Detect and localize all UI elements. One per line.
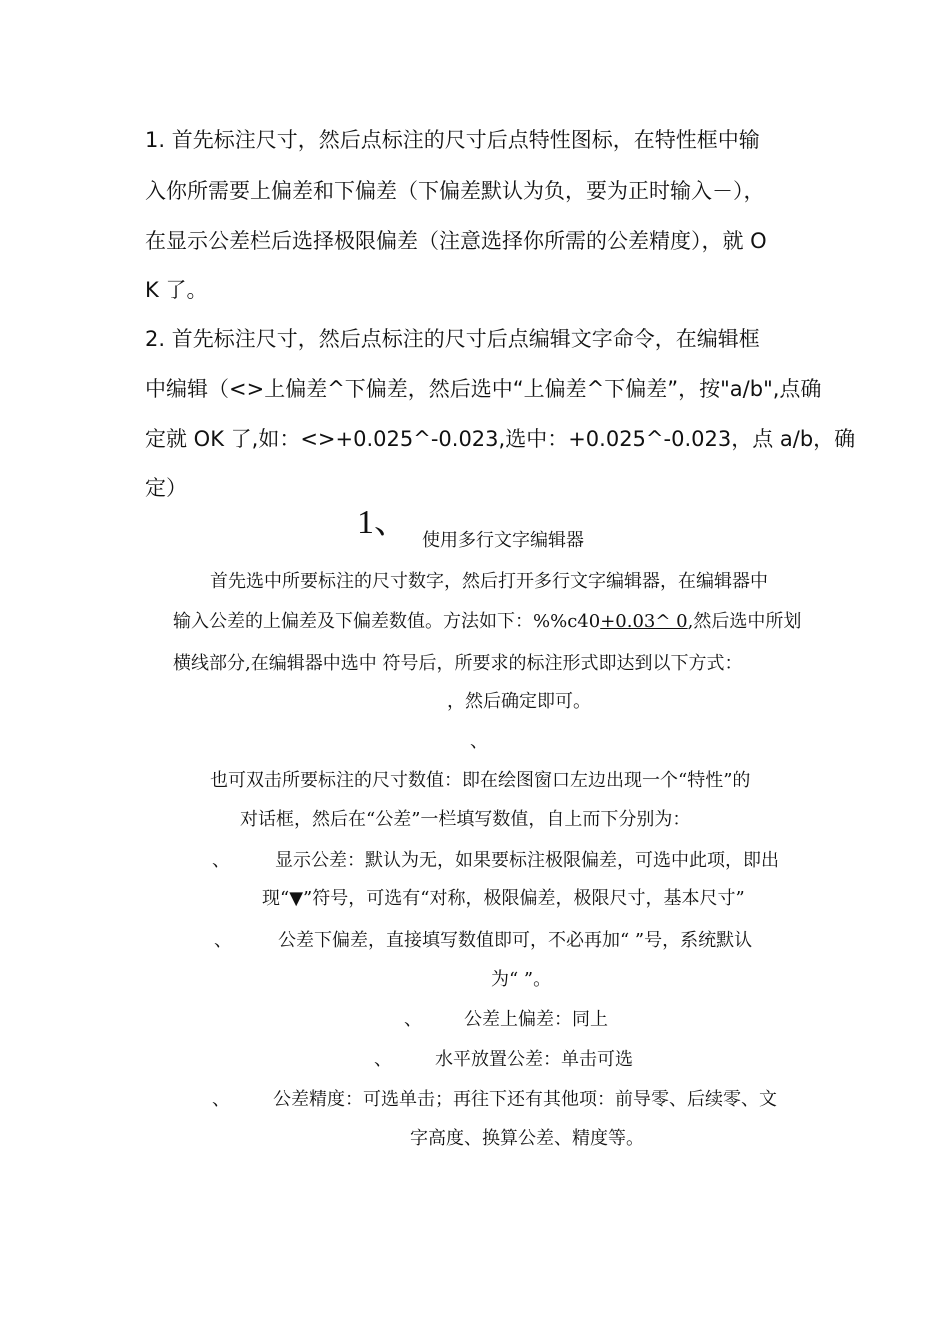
list-item-mark: 、 bbox=[212, 850, 230, 871]
list-item-line: 字高度、换算公差、精度等。 bbox=[410, 1128, 644, 1149]
section-number: 1、 bbox=[357, 504, 408, 541]
method-line-2 bbox=[173, 607, 801, 633]
paragraph-2-line-1: 2. 首先标注尺寸，然后点标注的尺寸后点编辑文字命令，在编辑框 bbox=[145, 327, 760, 351]
paragraph-1-line-2: 入你所需要上偏差和下偏差（下偏差默认为负，要为正时输入－）， bbox=[145, 179, 765, 203]
list-item-line: 显示公差：默认为无，如果要标注极限偏差，可选中此项，即出 bbox=[275, 850, 779, 871]
paragraph-2-line-3: 定就 OK 了,如：<>+0.025^-0.023,选中：+0.025^-0.023，点 a/b，确 bbox=[145, 427, 856, 451]
list-item-line: 公差精度：可选单击；再往下还有其他项：前导零、后续零、文 bbox=[273, 1089, 777, 1110]
paragraph-2-line-2: 中编辑（<>上偏差^下偏差，然后选中“上偏差^下偏差”，按"a/b",点确 bbox=[145, 377, 822, 401]
list-item-mark: 、 bbox=[214, 930, 232, 951]
paragraph-1-line-3: 在显示公差栏后选择极限偏差（注意选择你所需的公差精度），就 O bbox=[145, 229, 767, 253]
list-item-mark: 、 bbox=[374, 1049, 392, 1070]
tolerance-underlined-text: +0.03^ 0 bbox=[600, 611, 688, 632]
list-item-line: 现“▼”符号，可选有“对称，极限偏差，极限尺寸，基本尺寸” bbox=[262, 888, 745, 909]
paragraph-2-line-4: 定） bbox=[145, 476, 187, 500]
method-line-3: 横线部分,在编辑器中选中 符号后，所要求的标注形式即达到以下方式： bbox=[173, 653, 743, 674]
dialog-line-1: 也可双击所要标注的尺寸数值：即在绘图窗口左边出现一个“特性”的 bbox=[210, 770, 751, 791]
list-item-mark: 、 bbox=[212, 1089, 230, 1110]
method-line-1: 首先选中所要标注的尺寸数字，然后打开多行文字编辑器，在编辑器中 bbox=[210, 571, 768, 592]
list-item-line: 公差上偏差：同上 bbox=[464, 1009, 608, 1030]
paragraph-1-line-4: K 了。 bbox=[145, 278, 208, 302]
method-line-2-text: 输入公差的上偏差及下偏差数值。方法如下：%%c40 bbox=[173, 611, 601, 632]
section-title: 使用多行文字编辑器 bbox=[422, 530, 584, 551]
list-item-line: 水平放置公差：单击可选 bbox=[435, 1049, 633, 1070]
method-line-2-tail: ,然后选中所划 bbox=[687, 611, 802, 632]
paragraph-1-line-1: 1. 首先标注尺寸，然后点标注的尺寸后点特性图标，在特性框中输 bbox=[145, 128, 760, 152]
dialog-line-2: 对话框，然后在“公差”一栏填写数值，自上而下分别为： bbox=[240, 809, 691, 830]
method-line-4: ，然后确定即可。 bbox=[447, 691, 591, 712]
list-item-line: 为“ ”。 bbox=[491, 969, 552, 990]
list-item-mark: 、 bbox=[404, 1009, 422, 1030]
separator-mark: 、 bbox=[470, 731, 488, 752]
list-item-line: 公差下偏差，直接填写数值即可，不必再加“ ”号，系统默认 bbox=[278, 930, 753, 951]
